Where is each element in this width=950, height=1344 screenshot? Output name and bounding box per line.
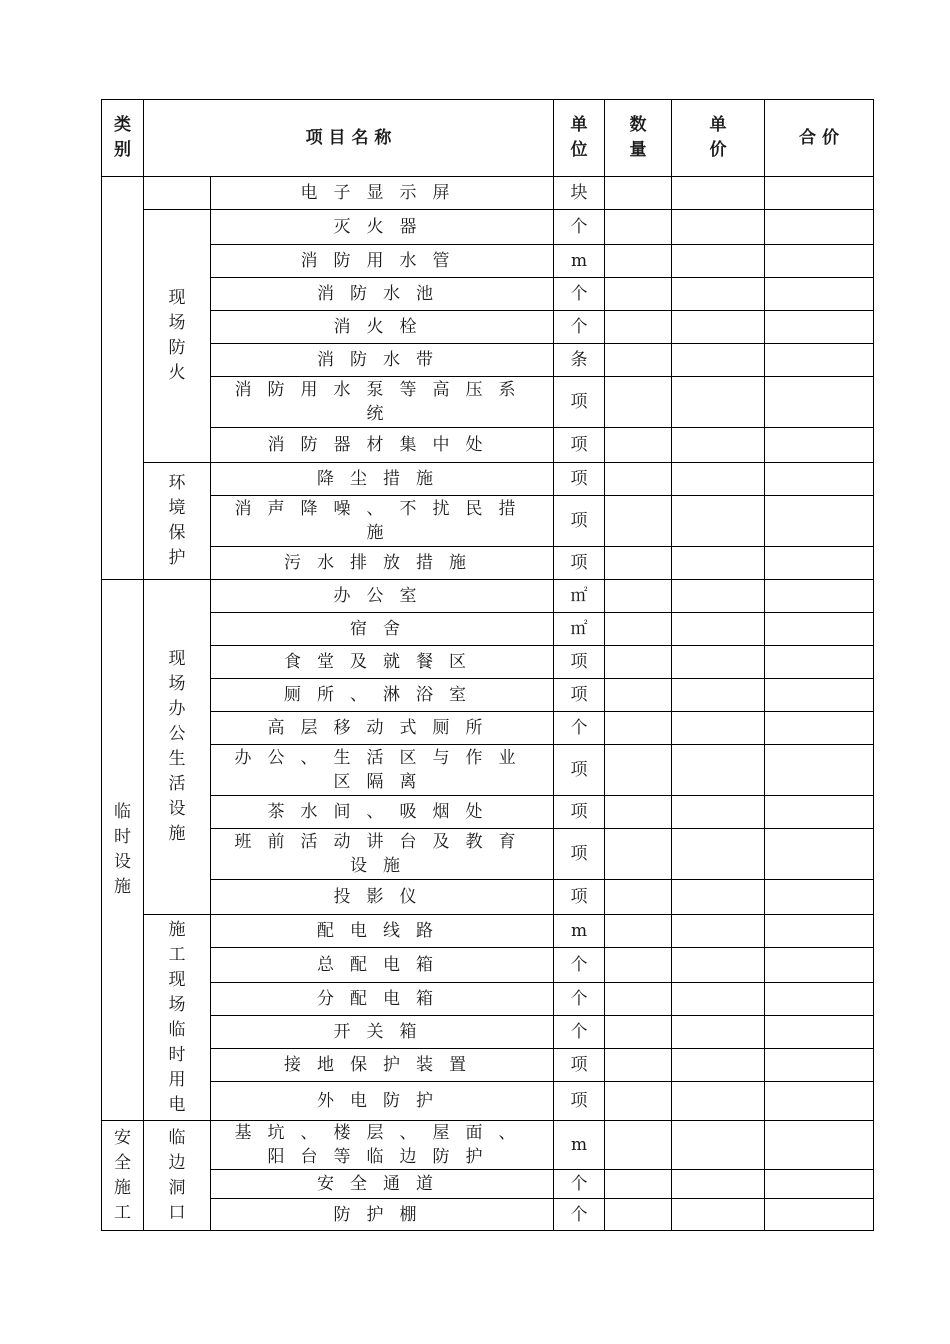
unit-cell: 项 [554, 428, 605, 463]
quantity-cell[interactable] [605, 177, 672, 210]
unit-cell: 项 [554, 377, 605, 428]
quantity-cell[interactable] [605, 377, 672, 428]
subcategory-cell: 施工现场临时用电 [144, 915, 211, 1121]
item-name-cell: 降尘措施 [211, 463, 554, 496]
item-name-cell: 消防水池 [211, 278, 554, 311]
table-row [102, 496, 874, 547]
quantity-cell[interactable] [605, 915, 672, 948]
item-name-cell: 消声降噪、不扰民措施 [211, 496, 554, 547]
item-name-cell: 灭火器 [211, 210, 554, 245]
subcategory-cell: 现场办公生活设施 [144, 580, 211, 915]
total-cell[interactable] [765, 1121, 874, 1170]
total-cell[interactable] [765, 463, 874, 496]
total-cell[interactable] [765, 547, 874, 580]
unit-price-cell[interactable] [672, 948, 765, 983]
total-cell[interactable] [765, 278, 874, 311]
unit-cell: ㎡ [554, 580, 605, 613]
quantity-cell[interactable] [605, 463, 672, 496]
quantity-cell[interactable] [605, 745, 672, 796]
item-name-cell: 宿舍 [211, 613, 554, 646]
table-row [102, 311, 874, 344]
unit-cell: 个 [554, 712, 605, 745]
unit-cell: ㎡ [554, 613, 605, 646]
item-name-cell: 投影仪 [211, 880, 554, 915]
unit-price-cell[interactable] [672, 278, 765, 311]
header-category: 类别 [102, 100, 144, 177]
item-name-cell: 食堂及就餐区 [211, 646, 554, 679]
unit-price-cell[interactable] [672, 1199, 765, 1231]
unit-price-cell[interactable] [672, 428, 765, 463]
subcategory-cell: 现场防火 [144, 210, 211, 463]
unit-cell: m [554, 1121, 605, 1170]
quantity-cell[interactable] [605, 1049, 672, 1082]
unit-price-cell[interactable] [672, 344, 765, 377]
quantity-cell[interactable] [605, 1170, 672, 1199]
total-cell[interactable] [765, 1082, 874, 1121]
table-row [102, 177, 874, 210]
unit-price-cell[interactable] [672, 745, 765, 796]
item-name-cell: 配电线路 [211, 915, 554, 948]
unit-cell: 块 [554, 177, 605, 210]
cost-table [101, 99, 874, 1231]
item-name-cell: 办公、生活区与作业区隔离 [211, 745, 554, 796]
unit-price-cell[interactable] [672, 880, 765, 915]
unit-cell: 项 [554, 496, 605, 547]
unit-cell: 项 [554, 880, 605, 915]
quantity-cell[interactable] [605, 948, 672, 983]
unit-cell: 个 [554, 1170, 605, 1199]
unit-cell: 项 [554, 547, 605, 580]
quantity-cell[interactable] [605, 646, 672, 679]
total-cell[interactable] [765, 915, 874, 948]
table-row [102, 880, 874, 915]
total-cell[interactable] [765, 745, 874, 796]
item-name-cell: 接地保护装置 [211, 1049, 554, 1082]
table-row [102, 796, 874, 829]
total-cell[interactable] [765, 428, 874, 463]
unit-price-cell[interactable] [672, 311, 765, 344]
unit-cell: 项 [554, 679, 605, 712]
unit-price-cell[interactable] [672, 1049, 765, 1082]
total-cell[interactable] [765, 829, 874, 880]
unit-price-cell[interactable] [672, 580, 765, 613]
total-cell[interactable] [765, 344, 874, 377]
total-cell[interactable] [765, 580, 874, 613]
unit-cell: 项 [554, 829, 605, 880]
item-name-cell: 办公室 [211, 580, 554, 613]
header-unit-price: 单价 [672, 100, 765, 177]
unit-cell: 项 [554, 463, 605, 496]
quantity-cell[interactable] [605, 983, 672, 1016]
item-name-cell: 总配电箱 [211, 948, 554, 983]
table-row [102, 344, 874, 377]
table-row [102, 278, 874, 311]
unit-cell: 个 [554, 210, 605, 245]
quantity-cell[interactable] [605, 344, 672, 377]
unit-cell: 个 [554, 1199, 605, 1231]
total-cell[interactable] [765, 245, 874, 278]
quantity-cell[interactable] [605, 880, 672, 915]
quantity-cell[interactable] [605, 496, 672, 547]
unit-price-cell[interactable] [672, 377, 765, 428]
quantity-cell[interactable] [605, 210, 672, 245]
item-name-cell: 防护棚 [211, 1199, 554, 1231]
header-total: 合 价 [765, 100, 874, 177]
item-name-cell: 消防用水管 [211, 245, 554, 278]
total-cell[interactable] [765, 613, 874, 646]
total-cell[interactable] [765, 377, 874, 428]
unit-price-cell[interactable] [672, 1016, 765, 1049]
table-row [102, 1170, 874, 1199]
unit-price-cell[interactable] [672, 712, 765, 745]
table-row [102, 646, 874, 679]
total-cell[interactable] [765, 796, 874, 829]
category-cell: 安全施工 [102, 1121, 144, 1231]
table-row [102, 948, 874, 983]
total-cell[interactable] [765, 679, 874, 712]
quantity-cell[interactable] [605, 1121, 672, 1170]
total-cell[interactable] [765, 496, 874, 547]
total-cell[interactable] [765, 210, 874, 245]
unit-cell: 个 [554, 948, 605, 983]
header-item-name: 项 目 名 称 [144, 100, 554, 177]
total-cell[interactable] [765, 311, 874, 344]
item-name-cell: 茶水间、吸烟处 [211, 796, 554, 829]
quantity-cell[interactable] [605, 712, 672, 745]
unit-price-cell[interactable] [672, 1082, 765, 1121]
unit-price-cell[interactable] [672, 915, 765, 948]
quantity-cell[interactable] [605, 679, 672, 712]
table-row [102, 745, 874, 796]
table-row [102, 1082, 874, 1121]
unit-cell: m [554, 245, 605, 278]
table-row [102, 463, 874, 496]
table-row [102, 1049, 874, 1082]
unit-price-cell[interactable] [672, 646, 765, 679]
subcategory-cell: 临边洞口 [144, 1121, 211, 1231]
item-name-cell: 基坑、楼层、屋面、阳台等临边防护 [211, 1121, 554, 1170]
total-cell[interactable] [765, 948, 874, 983]
quantity-cell[interactable] [605, 311, 672, 344]
total-cell[interactable] [765, 177, 874, 210]
total-cell[interactable] [765, 712, 874, 745]
item-name-cell: 消防用水泵等高压系统 [211, 377, 554, 428]
quantity-cell[interactable] [605, 1199, 672, 1231]
unit-price-cell[interactable] [672, 1121, 765, 1170]
table-row [102, 712, 874, 745]
quantity-cell[interactable] [605, 829, 672, 880]
table-row [102, 1199, 874, 1231]
table-row [102, 1121, 874, 1170]
total-cell[interactable] [765, 1199, 874, 1231]
item-name-cell: 开关箱 [211, 1016, 554, 1049]
item-name-cell: 消火栓 [211, 311, 554, 344]
item-name-cell: 分配电箱 [211, 983, 554, 1016]
header-row [102, 100, 874, 177]
unit-price-cell[interactable] [672, 796, 765, 829]
unit-cell: m [554, 915, 605, 948]
unit-price-cell[interactable] [672, 547, 765, 580]
table-row [102, 1016, 874, 1049]
unit-cell: 项 [554, 745, 605, 796]
header-quantity: 数量 [605, 100, 672, 177]
category-cell [102, 177, 144, 580]
unit-cell: 项 [554, 1049, 605, 1082]
table-row [102, 829, 874, 880]
subcategory-cell: 环境保护 [144, 463, 211, 580]
total-cell[interactable] [765, 1016, 874, 1049]
total-cell[interactable] [765, 880, 874, 915]
quantity-cell[interactable] [605, 245, 672, 278]
unit-price-cell[interactable] [672, 496, 765, 547]
unit-cell: 项 [554, 1082, 605, 1121]
table-row [102, 580, 874, 613]
unit-cell: 项 [554, 646, 605, 679]
table-row [102, 915, 874, 948]
category-cell: 临时设施 [102, 580, 144, 1121]
item-name-cell: 高层移动式厕所 [211, 712, 554, 745]
quantity-cell[interactable] [605, 796, 672, 829]
table-row [102, 679, 874, 712]
unit-cell: 个 [554, 983, 605, 1016]
unit-price-cell[interactable] [672, 679, 765, 712]
item-name-cell: 外电防护 [211, 1082, 554, 1121]
item-name-cell: 班前活动讲台及教育设施 [211, 829, 554, 880]
unit-cell: 个 [554, 1016, 605, 1049]
item-name-cell: 厕所、淋浴室 [211, 679, 554, 712]
quantity-cell[interactable] [605, 547, 672, 580]
table-row [102, 245, 874, 278]
table-row [102, 210, 874, 245]
unit-price-cell[interactable] [672, 177, 765, 210]
unit-price-cell[interactable] [672, 463, 765, 496]
table-row [102, 377, 874, 428]
quantity-cell[interactable] [605, 1082, 672, 1121]
unit-cell: 条 [554, 344, 605, 377]
table-row [102, 613, 874, 646]
quantity-cell[interactable] [605, 428, 672, 463]
unit-price-cell[interactable] [672, 613, 765, 646]
table-row [102, 428, 874, 463]
quantity-cell[interactable] [605, 1016, 672, 1049]
unit-price-cell[interactable] [672, 245, 765, 278]
unit-cell: 个 [554, 311, 605, 344]
total-cell[interactable] [765, 1170, 874, 1199]
item-name-cell: 安全通道 [211, 1170, 554, 1199]
table-row [102, 983, 874, 1016]
total-cell[interactable] [765, 983, 874, 1016]
unit-price-cell[interactable] [672, 210, 765, 245]
item-name-cell: 电子显示屏 [211, 177, 554, 210]
header-unit: 单位 [554, 100, 605, 177]
total-cell[interactable] [765, 1049, 874, 1082]
unit-cell: 项 [554, 796, 605, 829]
unit-price-cell[interactable] [672, 1170, 765, 1199]
item-name-cell: 污水排放措施 [211, 547, 554, 580]
table-row [102, 547, 874, 580]
unit-cell: 个 [554, 278, 605, 311]
total-cell[interactable] [765, 646, 874, 679]
item-name-cell: 消防水带 [211, 344, 554, 377]
unit-price-cell[interactable] [672, 983, 765, 1016]
quantity-cell[interactable] [605, 580, 672, 613]
subcategory-cell [144, 177, 211, 210]
quantity-cell[interactable] [605, 613, 672, 646]
unit-price-cell[interactable] [672, 829, 765, 880]
item-name-cell: 消防器材集中处 [211, 428, 554, 463]
quantity-cell[interactable] [605, 278, 672, 311]
